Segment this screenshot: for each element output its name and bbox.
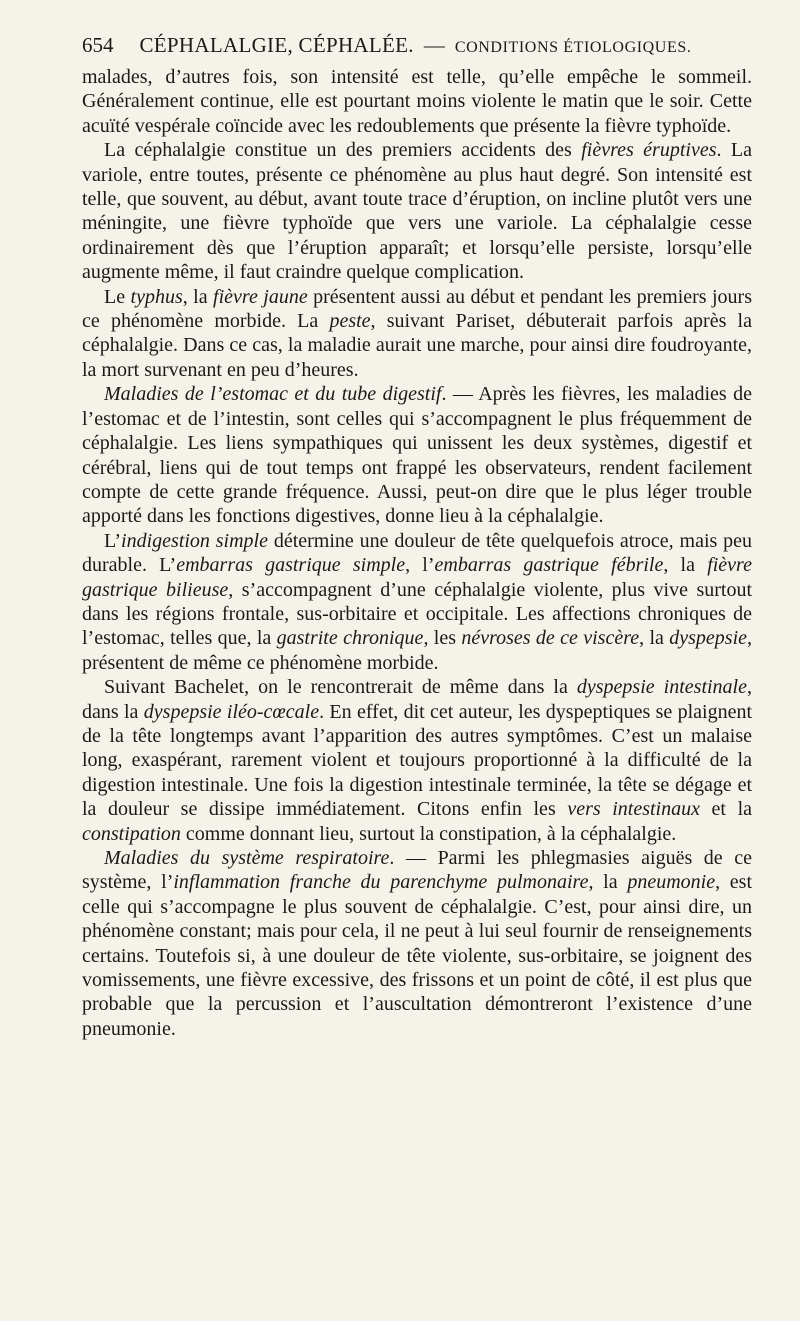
italic-term: Maladies de l’estomac et du tube digestif bbox=[104, 383, 442, 406]
text-run: , s’accompagnent d’une céphalalgie violente, plus vive surtout dans les régions frontale, sus-orbitaire et occipitale. Les affections chroniques de l’estomac, telles que, la bbox=[82, 578, 752, 650]
paragraph bbox=[82, 138, 752, 284]
italic-term: typhus bbox=[130, 285, 183, 308]
italic-term: fièvre gastrique bilieuse bbox=[82, 554, 752, 601]
text-run: , est celle qui s’accompagne le plus souvent de céphalalgie. C’est, pour ainsi dire, un phénomène constant; mais pour cela, il ne peut à lui seul fournir de renseignements certains. Toutefois si, à une douleur de tête violente, sus-orbitaire, se joignent des vomissements, une fièvre excessive, des frissons et un point de côté, il est plus que probable que la percussion et l’auscultation démontreront l’existence d’une pneumonie. bbox=[82, 871, 753, 1040]
text-run: , l’ bbox=[405, 554, 435, 577]
paragraph bbox=[82, 846, 752, 1041]
text-run: . — Parmi les phlegmasies aiguës de ce système, l’ bbox=[82, 847, 752, 894]
running-head bbox=[82, 32, 752, 61]
text-run: , les bbox=[423, 627, 462, 650]
text-run: et la bbox=[699, 798, 753, 821]
running-head-title: CÉPHALALGIE, CÉPHALÉE. bbox=[139, 33, 414, 57]
italic-term: fièvre jaune bbox=[213, 285, 308, 308]
text-run: . En effet, dit cet auteur, les dyspeptiques se plaignent de la tête longtemps avant l’apparition des autres symptômes. C’est un malaise long, exaspérant, rarement violent et toujours proportionné à la difficulté de la digestion intestinale. Une fois la digestion intestinale terminée, la tête se dégage et la douleur se dissipe immédiatement. Citons enfin les bbox=[82, 700, 752, 821]
text-run: , la bbox=[639, 627, 670, 650]
italic-term: inflammation franche du parenchyme pulmonaire bbox=[173, 871, 589, 894]
text-run: , suivant Pariset, débuterait parfois après la céphalalgie. Dans ce cas, la maladie aurait une marche, pour ainsi dire foudroyante, la mort survenant en peu d’heures. bbox=[82, 310, 752, 381]
text-run: , la bbox=[588, 871, 628, 894]
text-run: détermine une douleur de tête quelquefois atroce, mais peu durable. L’ bbox=[82, 529, 753, 577]
italic-term: dyspepsie intestinale bbox=[576, 676, 747, 699]
italic-term: embarras gastrique simple bbox=[176, 554, 406, 577]
italic-term: fièvres éruptives bbox=[581, 139, 717, 162]
italic-term: pneumonie bbox=[627, 871, 716, 894]
text-run: , présentent de même ce phénomène morbide. bbox=[82, 627, 753, 674]
running-head-subtitle: CONDITIONS ÉTIOLOGIQUES. bbox=[454, 39, 692, 56]
italic-term: gastrite chronique bbox=[276, 627, 424, 650]
running-head-separator: — bbox=[423, 33, 445, 57]
italic-term: névroses de ce viscère bbox=[461, 627, 640, 650]
italic-term: peste bbox=[329, 310, 371, 333]
text-run: présentent aussi au début et pendant les premiers jours ce phénomène morbide. La bbox=[82, 285, 753, 333]
text-run: , la bbox=[663, 554, 708, 577]
text-run: Suivant Bachelet, on le rencontrerait de même dans la bbox=[104, 676, 577, 699]
text-run: malades, d’autres fois, son intensité est telle, qu’elle empêche le sommeil. Généralement continue, elle est pourtant moins violente le matin que le soir. Cette acuïté vespérale coïncide avec les redoublements que présente la fièvre typhoïde. bbox=[82, 66, 752, 137]
text-run: L’ bbox=[104, 529, 122, 552]
text-run: . — Après les fièvres, les maladies de l’estomac et de l’intestin, sont celles qui s’accompagnent le plus fréquemment de céphalalgie. Les liens sympathiques qui unissent les deux systèmes, digestif et cérébral, liens qui de tout temps ont frappé les observateurs, rendent facilement compte de cette grande fréquence. Aussi, peut-on dire que le plus léger trouble apporté dans les fonctions digestives, donne lieu à la céphalalgie. bbox=[82, 383, 752, 528]
paragraph bbox=[82, 285, 752, 383]
text-run: comme donnant lieu, surtout la constipation, à la céphalalgie. bbox=[180, 822, 677, 845]
text-run: . La variole, entre toutes, présente ce phénomène au plus haut degré. Son intensité est telle, que souvent, au début, avant toute trace d’éruption, on incline plutôt vers une méningite, une fièvre typhoïde que vers une variole. La céphalalgie cesse ordinairement dès que l’éruption apparaît; et lorsqu’elle persiste, lorsqu’elle augmente même, il faut craindre quelque complication. bbox=[82, 139, 752, 284]
text-run: La céphalalgie constitue un des premiers accidents des bbox=[104, 139, 582, 162]
italic-term: vers intestinaux bbox=[567, 798, 700, 821]
italic-term: Maladies du système respiratoire bbox=[104, 847, 390, 869]
paragraph bbox=[82, 65, 752, 138]
paragraph bbox=[82, 529, 752, 675]
page-number: 654 bbox=[82, 33, 114, 57]
paragraph bbox=[82, 675, 752, 846]
text-run: , dans la bbox=[82, 676, 752, 723]
text-run: , la bbox=[182, 285, 214, 308]
italic-term: constipation bbox=[82, 822, 181, 845]
paragraph bbox=[82, 382, 752, 528]
text-run: Le bbox=[104, 285, 131, 308]
italic-term: indigestion simple bbox=[121, 529, 268, 552]
italic-term: dyspepsie bbox=[669, 627, 748, 650]
italic-term: dyspepsie iléo-cœcale bbox=[143, 700, 320, 723]
italic-term: embarras gastrique fébrile bbox=[434, 554, 664, 577]
body-text bbox=[82, 65, 752, 1041]
